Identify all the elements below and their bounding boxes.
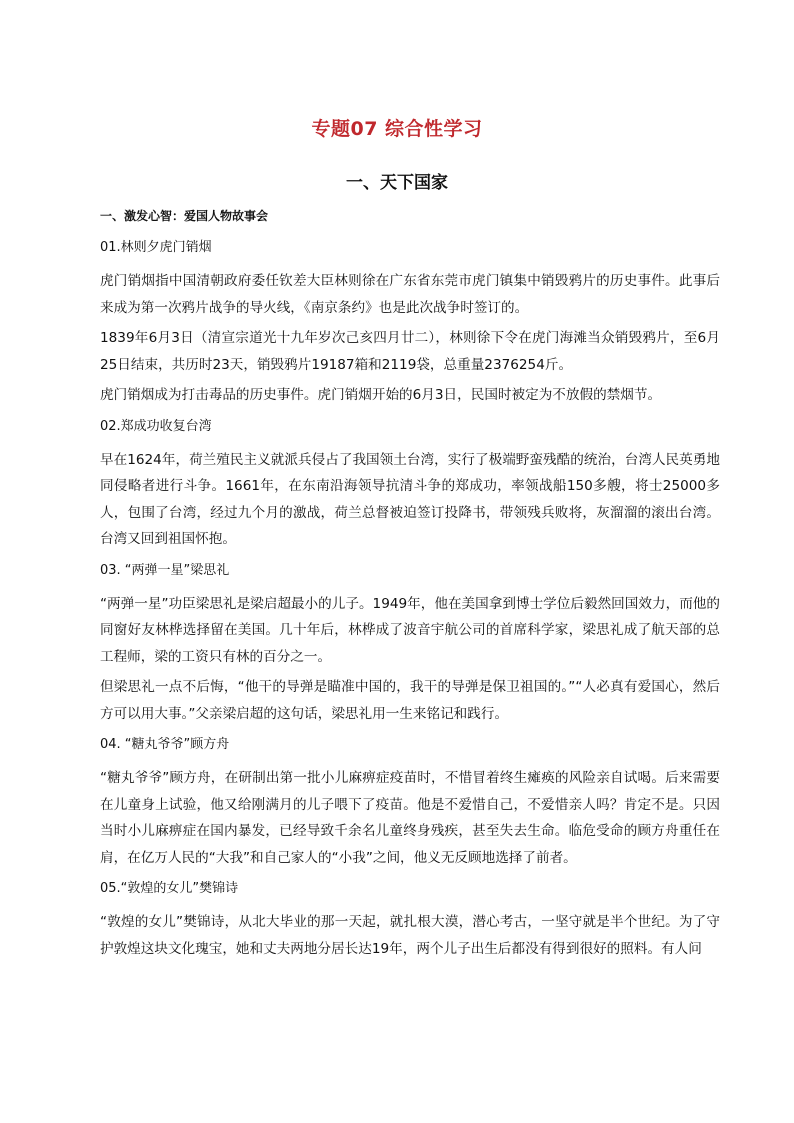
paragraph: 1839年6月3日（清宣宗道光十九年岁次己亥四月廿二），林则徐下令在虎门海滩当众销毁鸦片，至6月25日结束，共历时23天，销毁鸦片19187箱和2119袋，总重量2376254斤。: [100, 330, 720, 373]
story-item: [100, 735, 720, 871]
story-title: 03. “两弹一星”梁思礼: [100, 562, 230, 578]
paragraph: 虎门销烟指中国清朝政府委任钦差大臣林则徐在广东省东莞市虎门镇集中销毁鸦片的历史事件。此事后来成为第一次鸦片战争的导火线，《南京条约》也是此次战争时签订的。: [100, 273, 720, 316]
story-title: 04. “糖丸爷爷”顾方舟: [100, 737, 230, 752]
story-title: 02.郑成功收复台湾: [100, 418, 212, 434]
paragraph: “敦煌的女儿”樊锦诗，从北大毕业的那一天起，就扎根大漠，潜心考古，一坚守就是半个世纪。为了守护敦煌这块文化瑰宝，她和丈夫两地分居长达19年，两个儿子出生后都没有得到很好的照料。有人问: [100, 914, 720, 957]
story-item: [100, 561, 720, 728]
paragraph: 虎门销烟成为打击毒品的历史事件。虎门销烟开始的6月3日，民国时被定为不放假的禁烟节。: [100, 387, 662, 403]
story-item: [100, 879, 720, 962]
story-item: [100, 238, 720, 409]
paragraph: “糖丸爷爷”顾方舟，在研制出第一批小儿麻痹症疫苗时，不惜冒着终生瘫痪的风险亲自试喝。后来需要在儿童身上试验，他又给刚满月的儿子喂下了疫苗。他是不爱惜自己，不爱惜亲人吗？肯定不是。只因当时小儿麻痹症在国内暴发，已经导致千余名儿童终身残疾，甚至失去生命。临危受命的顾方舟重任在肩，在亿万人民的“大我”和自己家人的“小我”之间，他义无反顾地选择了前者。: [100, 770, 720, 866]
story-title: 05.“敦煌的女儿”樊锦诗: [100, 881, 239, 896]
section-heading: 一、激发心智：爱国人物故事会: [100, 209, 269, 223]
paragraph: “两弹一星”功臣梁思礼是梁启超最小的儿子。1949年，他在美国拿到博士学位后毅然回国效力，而他的同窗好友林桦选择留在美国。几十年后，林桦成了波音宇航公司的首席科学家，梁思礼成了航天部的总工程师，梁的工资只有林的百分之一。: [100, 595, 720, 665]
page-title: 专题07 综合性学习: [311, 118, 483, 140]
paragraph: 但梁思礼一点不后悔，“他干的导弹是瞄准中国的，我干的导弹是保卫祖国的。”“人必真有爱国心，然后方可以用大事。”父亲梁启超的这句话，梁思礼用一生来铭记和践行。: [100, 679, 720, 722]
document-body: [100, 206, 720, 970]
story-item: [100, 417, 720, 553]
story-title: 01.林则夕虎门销烟: [100, 240, 212, 255]
section-title: 一、天下国家: [346, 173, 448, 193]
paragraph: 早在1624年，荷兰殖民主义就派兵侵占了我国领土台湾，实行了极端野蛮残酷的统治，台湾人民英勇地同侵略者进行斗争。1661年，在东南沿海领导抗清斗争的郑成功，率领战船150多艘，将士25000多人，包围了台湾，经过九个月的激战，荷兰总督被迫签订投降书，带领残兵败将，灰溜溜的滚出台湾。台湾又回到祖国怀抱。: [100, 451, 720, 547]
